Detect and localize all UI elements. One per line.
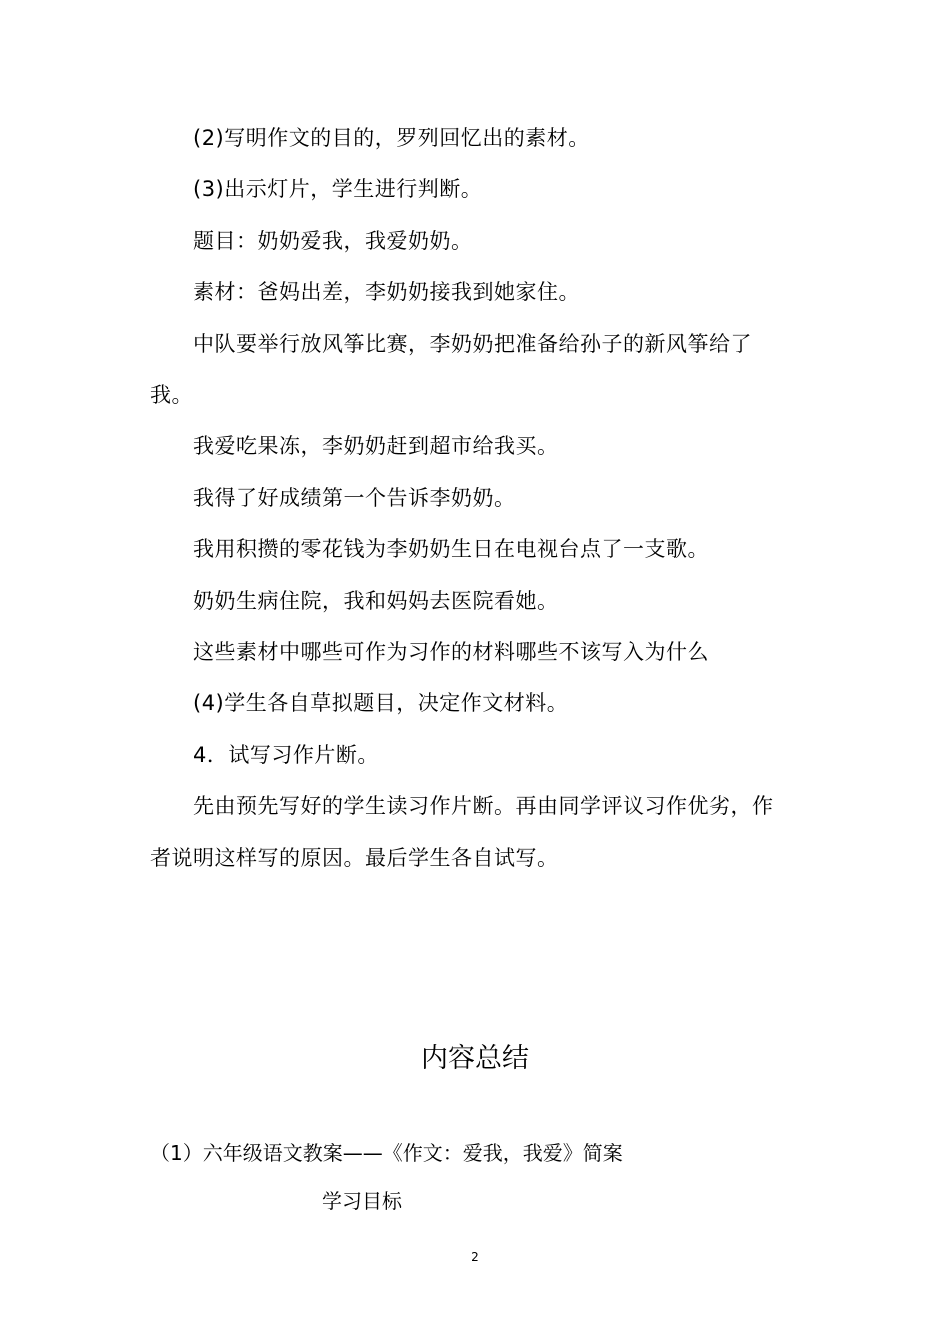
- paragraph-jelly: 我爱吃果冻，李奶奶赶到超市给我买。: [193, 434, 559, 458]
- paragraph-step-4: (4)学生各自草拟题目，决定作文材料。: [193, 691, 569, 715]
- paragraph-material: 素材：爸妈出差，李奶奶接我到她家住。: [193, 280, 580, 304]
- paragraph-step-3: (3)出示灯片，学生进行判断。: [193, 177, 483, 201]
- summary-title: 内容总结: [421, 1043, 529, 1074]
- summary-item: （1）六年级语文教案——《作文：爱我，我爱》简案: [150, 1141, 623, 1165]
- paragraph-kite-contest-continued: 我。: [150, 383, 193, 407]
- paragraph-trial-writing: 4．试写习作片断。: [193, 743, 379, 767]
- paragraph-kite-contest: 中队要举行放风筝比赛，李奶奶把准备给孙子的新风筝给了: [193, 332, 752, 356]
- summary-subheading: 学习目标: [322, 1189, 402, 1213]
- paragraph-good-grades: 我得了好成绩第一个告诉李奶奶。: [193, 486, 516, 510]
- paragraph-peer-review: 先由预先写好的学生读习作片断。再由同学评议习作优劣，作: [193, 794, 774, 818]
- paragraph-hospital: 奶奶生病住院，我和妈妈去医院看她。: [193, 589, 559, 613]
- paragraph-peer-review-continued: 者说明这样写的原因。最后学生各自试写。: [150, 846, 559, 870]
- paragraph-topic: 题目：奶奶爱我，我爱奶奶。: [193, 229, 473, 253]
- paragraph-question: 这些素材中哪些可作为习作的材料哪些不该写入为什么: [193, 640, 709, 664]
- paragraph-step-2: (2)写明作文的目的，罗列回忆出的素材。: [193, 126, 590, 150]
- paragraph-birthday-song: 我用积攒的零花钱为李奶奶生日在电视台点了一支歌。: [193, 537, 709, 561]
- page-number: 2: [471, 1250, 479, 1264]
